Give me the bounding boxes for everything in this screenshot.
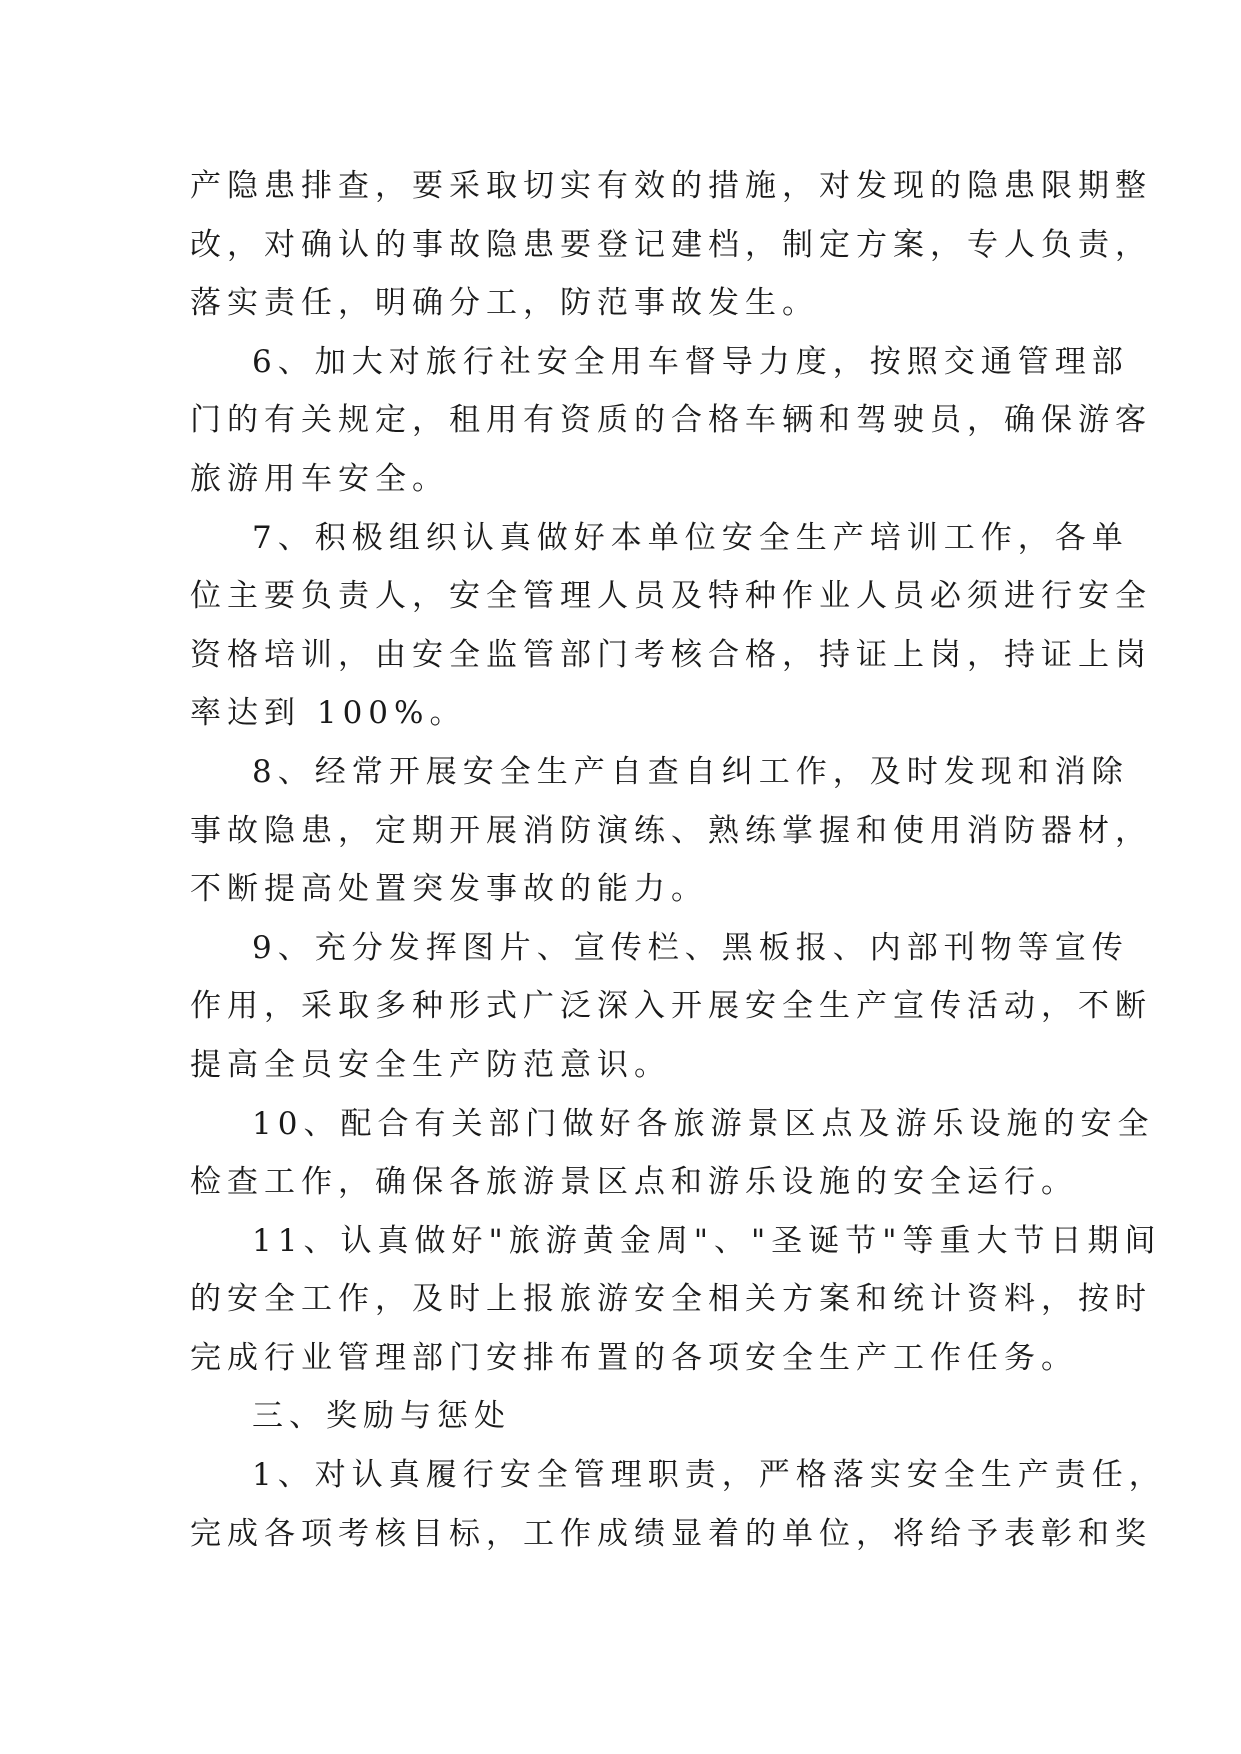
text-line: 提高全员安全生产防范意识。	[190, 1046, 671, 1083]
text-line: 的安全工作，及时上报旅游安全相关方案和统计资料，按时	[190, 1281, 1152, 1318]
text-line: 落实责任，明确分工，防范事故发生。	[190, 285, 819, 322]
text-line: 旅游用车安全。	[190, 460, 449, 497]
text-line: 改，对确认的事故隐患要登记建档，制定方案，专人负责，	[190, 226, 1152, 263]
section-heading: 三、奖励与惩处	[252, 1398, 511, 1435]
paragraph-start-line: 11、认真做好"旅游黄金周"、"圣诞节"等重大节日期间	[252, 1222, 1162, 1259]
paragraph-start-line: 10、配合有关部门做好各旅游景区点及游乐设施的安全	[252, 1105, 1155, 1142]
text-line: 作用，采取多种形式广泛深入开展安全生产宣传活动，不断	[190, 988, 1152, 1025]
paragraph-start-line: 8、经常开展安全生产自查自纠工作，及时发现和消除	[252, 753, 1129, 790]
paragraph-start-line: 7、积极组织认真做好本单位安全生产培训工作，各单	[252, 519, 1129, 556]
paragraph-start-line: 6、加大对旅行社安全用车督导力度，按照交通管理部	[252, 343, 1129, 380]
document-body	[190, 157, 1166, 1563]
paragraph-start-line: 1、对认真履行安全管理职责，严格落实安全生产责任，	[252, 1457, 1166, 1494]
paragraph-start-line: 9、充分发挥图片、宣传栏、黑板报、内部刊物等宣传	[252, 929, 1129, 966]
text-line: 产隐患排查，要采取切实有效的措施，对发现的隐患限期整	[190, 168, 1152, 204]
text-line: 完成行业管理部门安排布置的各项安全生产工作任务。	[190, 1339, 1078, 1376]
text-line: 完成各项考核目标，工作成绩显着的单位，将给予表彰和奖	[190, 1515, 1152, 1552]
text-line: 检查工作，确保各旅游景区点和游乐设施的安全运行。	[190, 1164, 1078, 1201]
text-line: 位主要负责人，安全管理人员及特种作业人员必须进行安全	[190, 578, 1152, 615]
text-line: 资格培训，由安全监管部门考核合格，持证上岗，持证上岗	[190, 636, 1152, 673]
text-line: 门的有关规定，租用有资质的合格车辆和驾驶员，确保游客	[190, 402, 1152, 439]
text-line: 率达到 100%。	[190, 695, 467, 732]
text-line: 事故隐患，定期开展消防演练、熟练掌握和使用消防器材，	[190, 812, 1152, 849]
text-line: 不断提高处置突发事故的能力。	[190, 871, 708, 908]
